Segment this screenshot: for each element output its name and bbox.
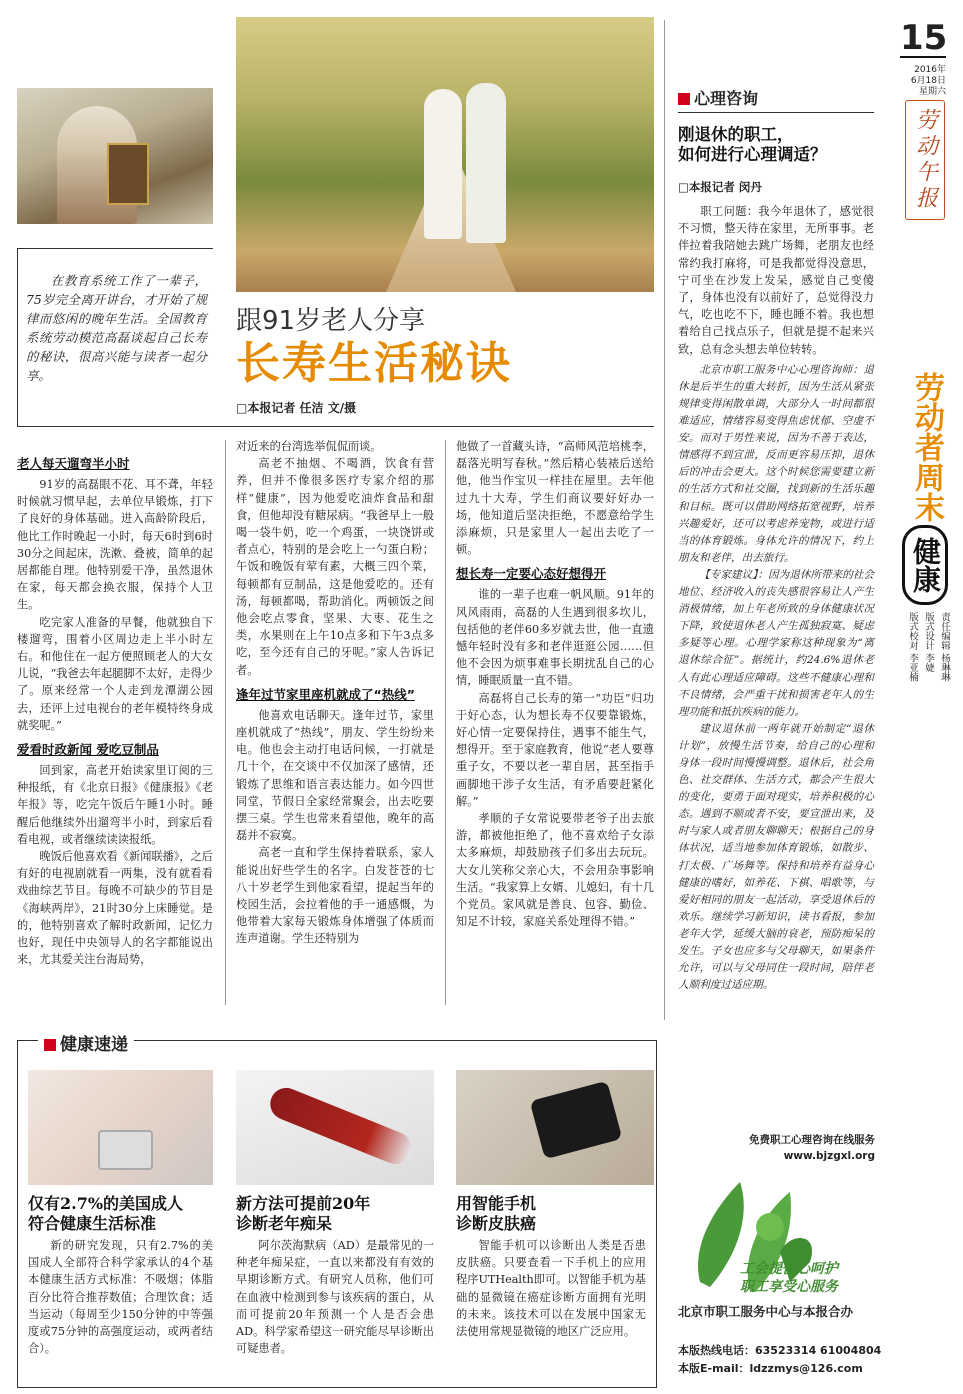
email: 本版E-mail：ldzzmys@126.com <box>678 1362 863 1375</box>
paragraph: 谁的一辈子也难一帆风顺。91年的风风雨雨，高磊的人生遇到很多坎儿，包括他的老伴60多岁就去世，他一直遗憾年轻时没有多和老伴逛逛公园……但他不会因为烦事难事长期扰乱自己的心情，睡眠质量一直不错。 <box>456 588 654 688</box>
page-number: 15 <box>900 18 948 58</box>
paragraph: 高磊将自己长寿的第一“功臣”归功于好心态，认为想长寿不仅要靠锻炼，好心情一定要保持住，遇事不能生气，想得开。至于家庭教育，他说“老人要尊重子女，不要以老一辈自居，甚至指手画脚地干涉子女生活，有矛盾要赶紧化解。” <box>456 691 654 808</box>
express-title: 诊断老年痴呆 <box>236 1214 333 1233</box>
service-label: 免费职工心理咨询在线服务 <box>749 1134 875 1146</box>
topic-badge: 健康 <box>902 525 948 605</box>
headline-kicker: 跟91岁老人分享 <box>236 306 426 336</box>
express-title: 诊断皮肤癌 <box>456 1214 537 1233</box>
paragraph: 孝顺的子女常说要带老爷子出去旅游，都被他拒绝了，他不喜欢给子女添太多麻烦，却鼓励孩子们多出去玩玩。大女儿笑称父亲心大，不会用杂事影响生活。“我家算上女婿、儿媳妇，有十几个党员。家风就是善良、包容、勤俭、知足不计较，家庭关系处理得不错。” <box>456 812 654 929</box>
paragraph: 对近来的台湾选举侃侃而谈。 <box>236 440 382 453</box>
hotline: 本版热线电话：63523314 61004804 <box>678 1344 882 1357</box>
paragraph: 吃完家人准备的早餐，他就独自下楼遛弯，围着小区周边走上半小时左右。和他住在一起方便照顾老人的大女儿说，“我爸去年起腿脚不太好，走得少了。原来经常一个人走到龙潭湖公园去，还评上过电视台的老年模特终身成就奖呢。” <box>17 615 213 732</box>
headline-title: 长寿生活秘诀 <box>236 338 512 389</box>
column-divider-right <box>664 20 665 1020</box>
express-photo-phone <box>456 1070 654 1185</box>
express-item-3 <box>456 1194 646 1340</box>
consult-byline: □本报记者 闵丹 <box>678 180 762 194</box>
headline-block <box>236 296 656 416</box>
express-item-1 <box>28 1194 213 1357</box>
smartphone <box>530 1081 623 1160</box>
consult-title-1: 刚退休的职工， <box>678 125 794 144</box>
column-divider <box>225 440 226 1005</box>
lead-intro-box <box>17 248 213 426</box>
date-day: 6月18日 <box>910 76 946 86</box>
health-express-label: 健康速递 <box>38 1030 134 1055</box>
service-org: 北京市职工服务中心与本报合办 <box>678 1304 854 1319</box>
express-text: 阿尔茨海默病（AD）是最常见的一种老年痴呆症，一直以来都没有有效的早期诊断方式。有研究人员称，他们可在血液中检测到参与该疾病的蛋白，从而可提前20年预测一个人是否会患AD。科学家希望这一研究能尽早诊断出可疑患者。 <box>236 1239 434 1356</box>
express-title: 新方法可提前20年 <box>236 1194 371 1213</box>
consult-question: 职工问题：我今年退休了，感觉很不习惯，整天待在家里，无所事事。老伴拉着我陪她去跳广场舞，老朋友也经常约我打麻将，可是我都觉得没意思，宁可坐在沙发上发呆，感觉自己变傻了，身体也没有以前好了，总觉得没力气，吃也吃不下，睡也睡不着。我也想着给自己找点乐子，但就是提不起来兴致，总有念头想去单位转转。 <box>678 205 874 356</box>
credit: 责任编辑 杨琳琳 <box>939 612 950 682</box>
woman-figure <box>424 89 462 239</box>
express-title: 仅有2.7%的美国成人 <box>28 1194 184 1213</box>
man-figure <box>466 83 506 243</box>
paper-logo <box>905 100 945 220</box>
consult-column <box>678 86 874 994</box>
consult-answer-3: 建议退休前一两年就开始制定“退休计划”，放慢生活节奏，给自己的心理和身体一段时间慢慢调整。退休后，社会角色、社交群体、生活方式，都会产生很大的变化，要勇于面对现实，培养积极的心态。遇到不顺或者不安，要宣泄出来，及时与家人或者朋友聊聊天；根据自己的身体状况，适当地参加体育锻炼，如散步、打太极、广场舞等。保持和培养有益身心健康的嗜好，如养花、下棋、唱歌等，与爱好相同的朋友一起活动，享受退休后的欢乐。继续学习新知识，读书看报，参加老年大学，延缓大脑的衰老，预防痴呆的发生。子女也应多与父母聊天，如果条件允许，可以与父母同住一段时间，陪伴老人顺利度过适应期。 <box>678 722 874 992</box>
express-item-2 <box>236 1194 434 1357</box>
express-title: 用智能手机 <box>456 1194 537 1213</box>
red-square-icon <box>44 1039 56 1051</box>
blood-tube <box>265 1083 416 1169</box>
lead-intro-text: 在教育系统工作了一辈子，75岁完全离开讲台，才开始了规律而悠闲的晚年生活。全国教育系统劳动模范高磊谈起自己长寿的秘诀，很高兴能与读者一起分享。 <box>26 273 207 383</box>
date-year: 2016年 <box>914 65 946 75</box>
express-photo-blood <box>236 1070 434 1185</box>
book-held <box>107 143 149 205</box>
subhead-hotline: 逢年过节家里座机就成了“热线” <box>236 686 415 702</box>
couple-walking-photo <box>236 17 654 292</box>
express-title: 符合健康生活标准 <box>28 1214 157 1233</box>
body-column-3 <box>456 438 654 1008</box>
credits <box>905 612 951 722</box>
express-text: 新的研究发现，只有2.7%的美国成人全部符合科学家承认的4个基本健康生活方式标准：不吸烟；体脂百分比符合推荐数值；合理饮食；适当运动（每周至少150分钟的中等强度或75分钟的高强度运动，或两者结合）。 <box>28 1239 213 1356</box>
body-column-2 <box>236 438 434 1008</box>
paragraph: 高老一直和学生保持着联系，家人能说出好些学生的名字。白发苍苍的七八十岁老学生到他家看望，提起当年的校园生活，会拉着他的手一通感慨，为他带着大家每天锻炼身体增强了体质而连声道谢。学生还特别为 <box>236 846 434 946</box>
paragraph: 高老不抽烟、不喝酒，饮食有营养，但并不像很多医疗专家介绍的那样“健康”，因为他爱吃油炸食品和甜食，但他却没有糖尿病。“我爸早上一般喝一袋牛奶，吃一个鸡蛋，一块饶饼或者点心，特别的是会吃上一勺蛋白粉；午饭和晚饭有荤有素，大概三四个菜，每顿都有豆制品，这是他爱吃的。还有汤，每顿都喝，帮助消化。两顿饭之间他会吃点零食，坚果、大枣、花生之类，水果则在上午10点多和下午3点多吃，至今还有自己的牙呢。”家人告诉记者。 <box>236 457 434 677</box>
paragraph: 91岁的高磊眼不花、耳不聋，年轻时候就习惯早起，去单位早锻炼，打下了良好的身体基础。进入高龄阶段后，他比工作时晚起一小时，每天6时到6时30分之间起床，洗漱、叠被，简单的起居都能自理。他特别爱干净，虽然退休在家，每天都会换衣服，保持个人卫生。 <box>17 478 213 612</box>
logo-slogan-2: 职工享受心服务 <box>740 1279 838 1295</box>
date-weekday: 星期六 <box>918 87 946 97</box>
headline-rule <box>17 426 654 427</box>
logo-slogan-1: 工会提供心呵护 <box>740 1261 838 1277</box>
column-divider <box>445 440 446 1005</box>
credit: 版式校对 李亚楠 <box>907 612 918 682</box>
portrait-photo <box>17 88 213 224</box>
service-url[interactable]: www.bjzgxl.org <box>783 1150 875 1162</box>
consult-label: 心理咨询 <box>678 86 874 113</box>
subhead-news: 爱看时政新闻 爱吃豆制品 <box>17 742 159 758</box>
consult-answer-1: 北京市职工服务中心心理咨询师：退休是后半生的重大转折，因为生活从紧张规律变得闲散单调，大部分人一时间都很难适应，情绪容易变得焦虑忧郁、空虚不安。而对于男性来说，因为不善于表达，情感得不到宣泄，反而更容易压抑，退休后的冲击会更大。这个时候您需要建立新的生活方式和社交圈，找到新的生活乐趣和目标。既可以借助网络拓宽视野，培养兴趣爱好，还可以考虑养宠物，或进行适当的体育锻炼。身体允许的情况下，约上朋友和老伴，出去旅行。 <box>678 363 874 564</box>
headline-byline: □本报记者 任洁 文/摄 <box>236 401 357 415</box>
paragraph: 晚饭后他喜欢看《新闻联播》，之后有好的电视剧就看一两集，没有就看看戏曲综艺节目。每晚不可缺少的节目是《海峡两岸》，21时30分上床睡觉。是的，他特别喜欢了解时政新闻，记忆力也好，现任中央领导人的名字都能说出来，尤其爱关注台海局势， <box>17 850 213 967</box>
paper-name: 劳动午报 <box>912 108 938 212</box>
monitor-device <box>98 1130 153 1170</box>
express-text: 智能手机可以诊断出人类是否患皮肤癌。只要查看一下手机上的应用程序UTHealth即可。以智能手机为基础的显微镜在癌症诊断方面拥有光明的未来。该技术可以在发展中国家无法使用常规显微镜的地区广泛应用。 <box>456 1239 646 1339</box>
red-square-icon <box>678 93 690 105</box>
section-title: 劳动者周末 <box>909 372 944 522</box>
paragraph: 他喜欢电话聊天。逢年过节，家里座机就成了“热线”，朋友、学生纷纷来电。他也会主动打电话问候，一打就是几十个，在交谈中不仅加深了感情，还锻炼了思维和语言表达能力。如今四世同堂，节假日全家经常聚会，出去吃要摆三桌。学生也常来看望他，晚年的高磊并不寂寞。 <box>236 708 434 843</box>
body-column-1 <box>17 448 213 1008</box>
express-photo-bp <box>28 1070 213 1185</box>
consult-title-2: 如何进行心理调适？ <box>678 145 827 164</box>
consult-answer-2: 【专家建议】：因为退休所带来的社会地位、经济收入的丧失感很容易让人产生消极情绪，加上年老所致的身体健康状况下降，致使退休老人产生孤独寂寞、疑虑多疑等心理。心理学家称这种现象为“离退休综合征”。据统计，约24.6%退休老人有此心理适应障碍。这些不健康心理和不良情绪，会严重干扰和损害老年人的生理功能和抵抗疾病的能力。 <box>678 568 874 718</box>
subhead-attitude: 想长寿一定要心态好想得开 <box>456 566 607 582</box>
paragraph: 他做了一首藏头诗，“高师风范培桃李，磊落光明写春秋。”然后精心装裱后送给他，他当作宝贝一样挂在屋里。去年他过九十大寿，学生们商议要好好办一场，他知道后坚决拒绝，不愿意给学生添麻烦，只是家里人一起出去吃了一顿。 <box>456 440 654 557</box>
paragraph: 回到家，高老开始读家里订阅的三种报纸，有《北京日报》《健康报》《老年报》等，吃完午饭后午睡1小时。睡醒后他继续外出遛弯半小时，到家后看看电视，或者继续读读报纸。 <box>17 764 213 846</box>
credit: 版式设计 李婕 <box>923 612 934 673</box>
subhead-walk: 老人每天遛弯半小时 <box>17 456 130 471</box>
